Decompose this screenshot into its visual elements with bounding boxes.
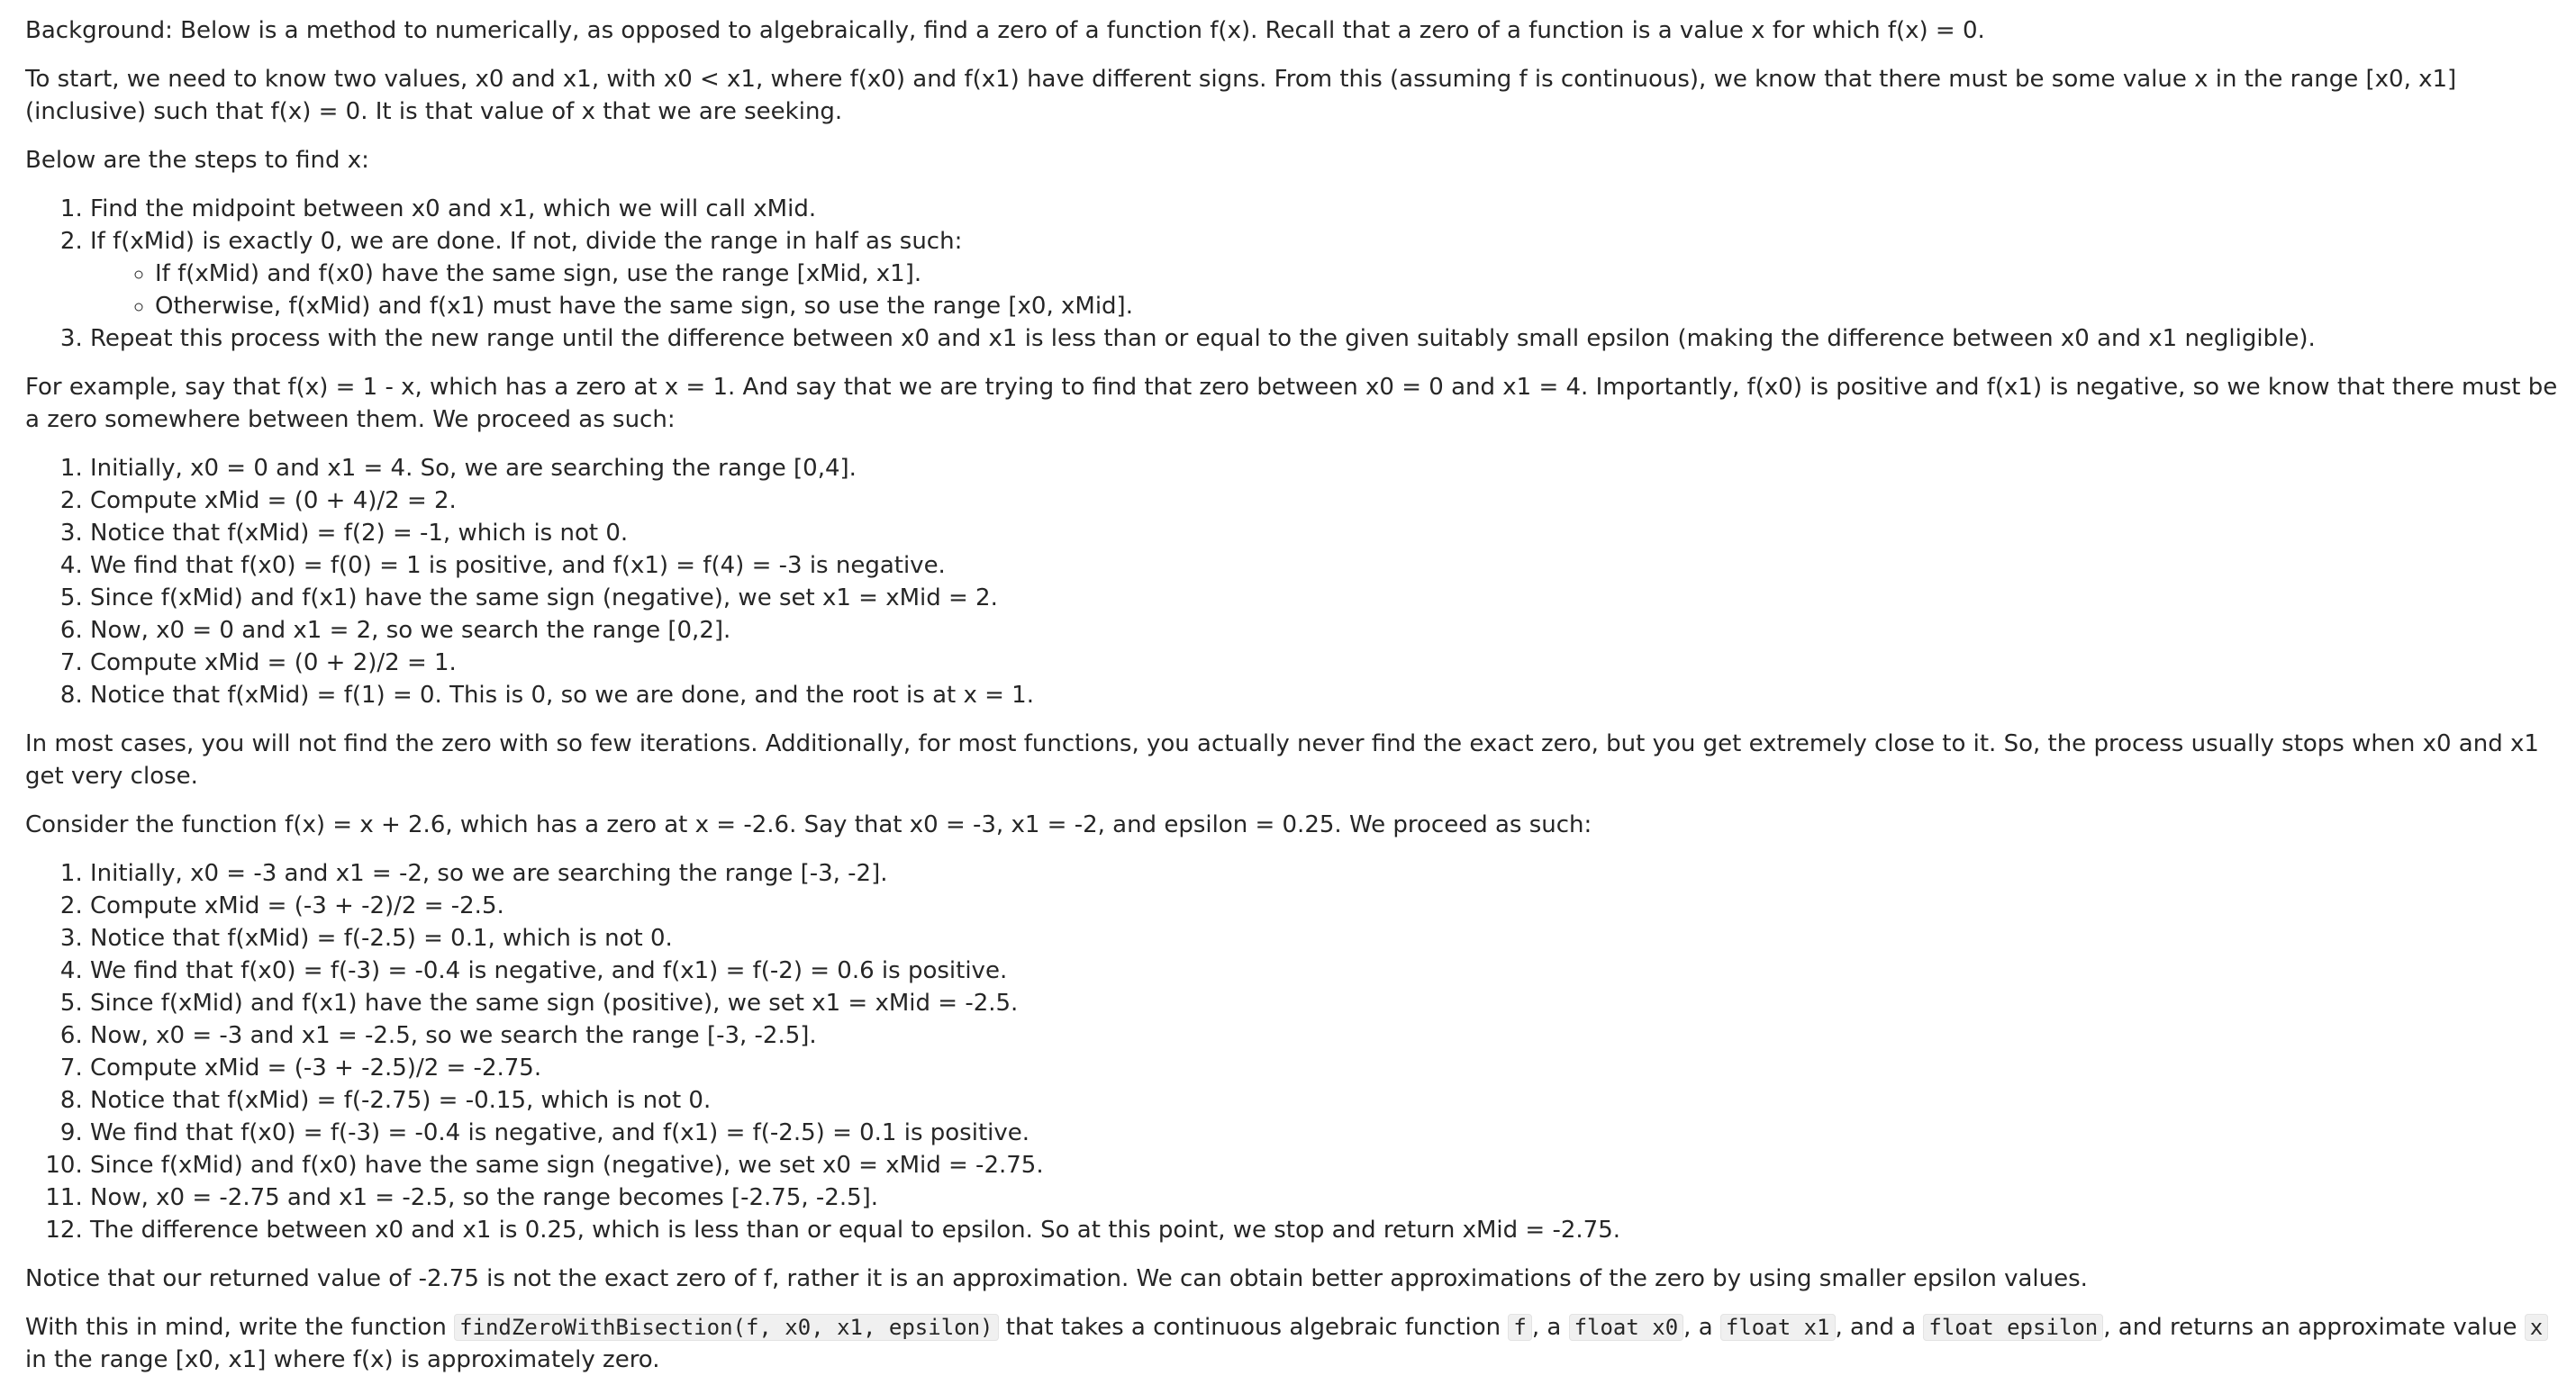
sub-steps-list [90, 258, 2567, 322]
list-item: 1. Initially, x0 = 0 and x1 = 4. So, we are searching the range [0,4]. [90, 452, 2567, 484]
x-code: x [2525, 1314, 2548, 1341]
list-item: ◦ If f(xMid) and f(x0) have the same sign, use the range [xMid, x1]. [155, 258, 2567, 290]
list-item: 8. Notice that f(xMid) = f(-2.75) = -0.15, which is not 0. [90, 1084, 2567, 1117]
intro-paragraph: To start, we need to know two values, x0 and x1, with x0 < x1, where f(x0) and f(x1) have different signs. From this (assuming f is continuous), we know that there must be some value x in the range [x0, x1] (inclusive) such that f(x) = 0. It is that value of x that we are seeking. [25, 66, 2457, 125]
list-item: 2. Compute xMid = (-3 + -2)/2 = -2.5. [90, 890, 2567, 922]
task-paragraph: With this in mind, write the function findZeroWithBisection(f, x0, x1, epsilon) that takes a continuous algebraic function f , a float x0 , a float x1 , and a float epsilon , and returns an approximate value x in the range [x0, x1] where f(x) is approximately zero. [25, 1311, 2567, 1376]
list-item: 2. If f(xMid) is exactly 0, we are done. If not, divide the range in half as such: ◦ If f(xMid) and f(x0) have the same sign, use the range [xMid, x1]. ◦ Otherwise, f(xMid) and f(x1) must have the same sign, so use the range [x0, xMid]. [90, 225, 2567, 322]
notice-paragraph: Notice that our returned value of -2.75 is not the exact zero of f, rather it is an approximation. We can obtain better approximations of the zero by using smaller epsilon values. [25, 1265, 2088, 1292]
list-item: 4. We find that f(x0) = f(-3) = -0.4 is negative, and f(x1) = f(-2) = 0.6 is positive. [90, 955, 2567, 987]
list-item: 3. Repeat this process with the new range until the difference between x0 and x1 is less than or equal to the given suitably small epsilon (making the difference between x0 and x1 negligible). [90, 322, 2567, 355]
list-item: 8. Notice that f(xMid) = f(1) = 0. This is 0, so we are done, and the root is at x = 1. [90, 679, 2567, 711]
steps-list [25, 193, 2567, 355]
list-item: 12. The difference between x0 and x1 is 0.25, which is less than or equal to epsilon. So at this point, we stop and return xMid = -2.75. [90, 1214, 2567, 1246]
list-item: 6. Now, x0 = -3 and x1 = -2.5, so we search the range [-3, -2.5]. [90, 1019, 2567, 1052]
steps-heading: Below are the steps to find x: [25, 147, 369, 174]
example2-intro: Consider the function f(x) = x + 2.6, which has a zero at x = -2.6. Say that x0 = -3, x1 = -2, and epsilon = 0.25. We proceed as such: [25, 811, 1592, 838]
list-item: 6. Now, x0 = 0 and x1 = 2, so we search the range [0,2]. [90, 614, 2567, 647]
function-signature-code: findZeroWithBisection(f, x0, x1, epsilon) [454, 1314, 998, 1341]
list-item: 3. Notice that f(xMid) = f(2) = -1, which is not 0. [90, 517, 2567, 549]
x0-code: float x0 [1569, 1314, 1684, 1341]
list-item: 1. Initially, x0 = -3 and x1 = -2, so we are searching the range [-3, -2]. [90, 857, 2567, 890]
list-item: 1. Find the midpoint between x0 and x1, which we will call xMid. [90, 193, 2567, 225]
list-item: 7. Compute xMid = (0 + 2)/2 = 1. [90, 647, 2567, 679]
list-item: 9. We find that f(x0) = f(-3) = -0.4 is negative, and f(x1) = f(-2.5) = 0.1 is positive. [90, 1117, 2567, 1149]
example1-intro: For example, say that f(x) = 1 - x, which has a zero at x = 1. And say that we are trying to find that zero between x0 = 0 and x1 = 4. Importantly, f(x0) is positive and f(x1) is negative, so we know that there must be a zero somewhere between them. We proceed as such: [25, 374, 2558, 433]
x1-code: float x1 [1720, 1314, 1836, 1341]
list-item: 2. Compute xMid = (0 + 4)/2 = 2. [90, 484, 2567, 517]
list-item: 4. We find that f(x0) = f(0) = 1 is positive, and f(x1) = f(4) = -3 is negative. [90, 549, 2567, 582]
list-item: 5. Since f(xMid) and f(x1) have the same sign (positive), we set x1 = xMid = -2.5. [90, 987, 2567, 1019]
epsilon-code: float epsilon [1923, 1314, 2103, 1341]
example1-list [25, 452, 2567, 711]
list-item: 10. Since f(xMid) and f(x0) have the same sign (negative), we set x0 = xMid = -2.75. [90, 1149, 2567, 1181]
list-item: 5. Since f(xMid) and f(x1) have the same sign (negative), we set x1 = xMid = 2. [90, 582, 2567, 614]
example2-list [25, 857, 2567, 1246]
list-item: 3. Notice that f(xMid) = f(-2.5) = 0.1, which is not 0. [90, 922, 2567, 955]
background-paragraph: Background: Below is a method to numerically, as opposed to algebraically, find a zero of a function f(x). Recall that a zero of a function is a value x for which f(x) = 0. [25, 17, 1985, 44]
list-item: 11. Now, x0 = -2.75 and x1 = -2.5, so the range becomes [-2.75, -2.5]. [90, 1181, 2567, 1214]
list-item: 7. Compute xMid = (-3 + -2.5)/2 = -2.75. [90, 1052, 2567, 1084]
list-item: ◦ Otherwise, f(xMid) and f(x1) must have the same sign, so use the range [x0, xMid]. [155, 290, 2567, 322]
most-cases-paragraph: In most cases, you will not find the zero with so few iterations. Additionally, for most functions, you actually never find the exact zero, but you get extremely close to it. So, the process usually stops when x0 and x1 get very close. [25, 730, 2539, 790]
f-code: f [1508, 1314, 1531, 1341]
